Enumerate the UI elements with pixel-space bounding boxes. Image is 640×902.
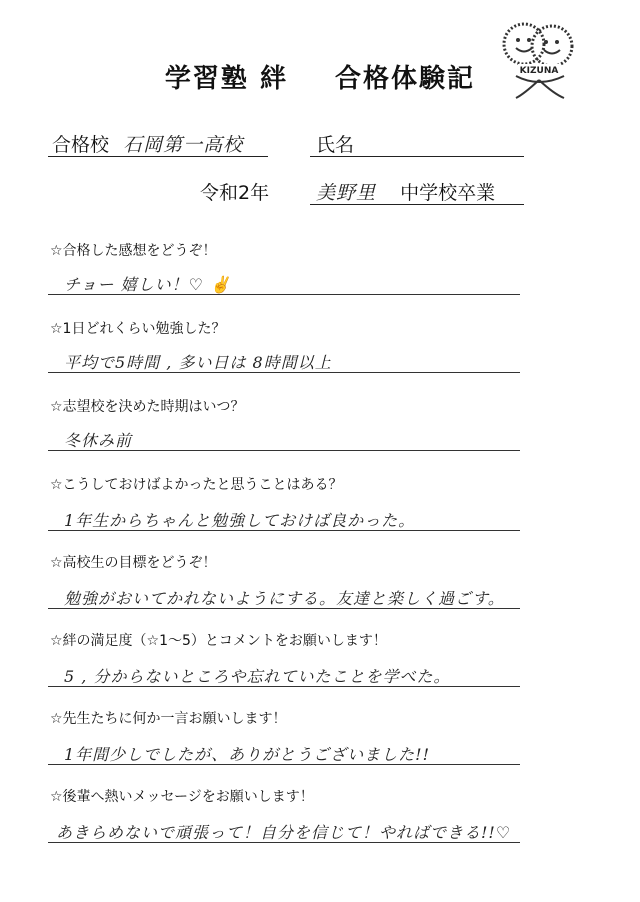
student-underline bbox=[310, 204, 524, 205]
answer-1: チョー 嬉しい！♡ ✌ bbox=[64, 275, 231, 294]
school-value: 石岡第一高校 bbox=[123, 134, 244, 156]
era-field bbox=[200, 178, 269, 205]
answer-3: 冬休み前 bbox=[64, 431, 133, 450]
answer-2: 平均で5時間 , 多い日は 8時間以上 bbox=[64, 353, 332, 372]
student-name: 美野里 bbox=[316, 182, 377, 204]
school-label: 合格校 bbox=[52, 134, 110, 156]
answer-4: 1年生からちゃんと勉強しておけば良かった。 bbox=[64, 511, 416, 530]
question-4: ☆こうしておけばよかったと思うことはある？ bbox=[50, 477, 343, 493]
question-5: ☆高校生の目標をどうぞ！ bbox=[50, 555, 217, 571]
answer-line-5 bbox=[48, 608, 520, 609]
answer-line-1 bbox=[48, 294, 520, 295]
logo-text: KIZUNA bbox=[519, 66, 559, 76]
question-2: ☆1日どれくらい勉強した？ bbox=[50, 321, 226, 337]
student-field bbox=[316, 178, 495, 205]
answer-8: あきらめないで頑張って！自分を信じて！やればできる!!♡ bbox=[56, 823, 512, 842]
name-underline bbox=[310, 156, 524, 157]
answer-line-4 bbox=[48, 530, 520, 531]
question-1: ☆合格した感想をどうぞ！ bbox=[50, 243, 217, 259]
question-7: ☆先生たちに何か一言お願いします！ bbox=[50, 711, 287, 727]
question-6: ☆絆の満足度（☆1～5）とコメントをお願いします！ bbox=[50, 633, 387, 649]
question-8: ☆後輩へ熱いメッセージをお願いします！ bbox=[50, 789, 314, 805]
school-underline bbox=[48, 156, 268, 157]
answer-6: 5 , 分からないところや忘れていたことを学べた。 bbox=[64, 667, 451, 686]
graduated-label: 中学校卒業 bbox=[400, 182, 496, 204]
school-name: 学習塾 絆 bbox=[164, 64, 288, 94]
answer-line-8 bbox=[48, 842, 520, 843]
answer-line-2 bbox=[48, 372, 520, 373]
kizuna-logo-icon bbox=[494, 14, 584, 104]
answer-5: 勉強がおいてかれないようにする。友達と楽しく過ごす。 bbox=[64, 589, 505, 608]
answer-7: 1年間少しでしたが、ありがとうございました!! bbox=[64, 745, 431, 764]
answer-line-7 bbox=[48, 764, 520, 765]
name-label: 氏名 bbox=[316, 134, 355, 156]
document-title: 合格体験記 bbox=[335, 64, 476, 94]
answer-line-3 bbox=[48, 450, 520, 451]
question-3: ☆志望校を決めた時期はいつ？ bbox=[50, 399, 245, 415]
school-field bbox=[52, 130, 243, 157]
answer-line-6 bbox=[48, 686, 520, 687]
era-label: 令和2年 bbox=[200, 182, 270, 204]
name-field bbox=[316, 130, 354, 157]
